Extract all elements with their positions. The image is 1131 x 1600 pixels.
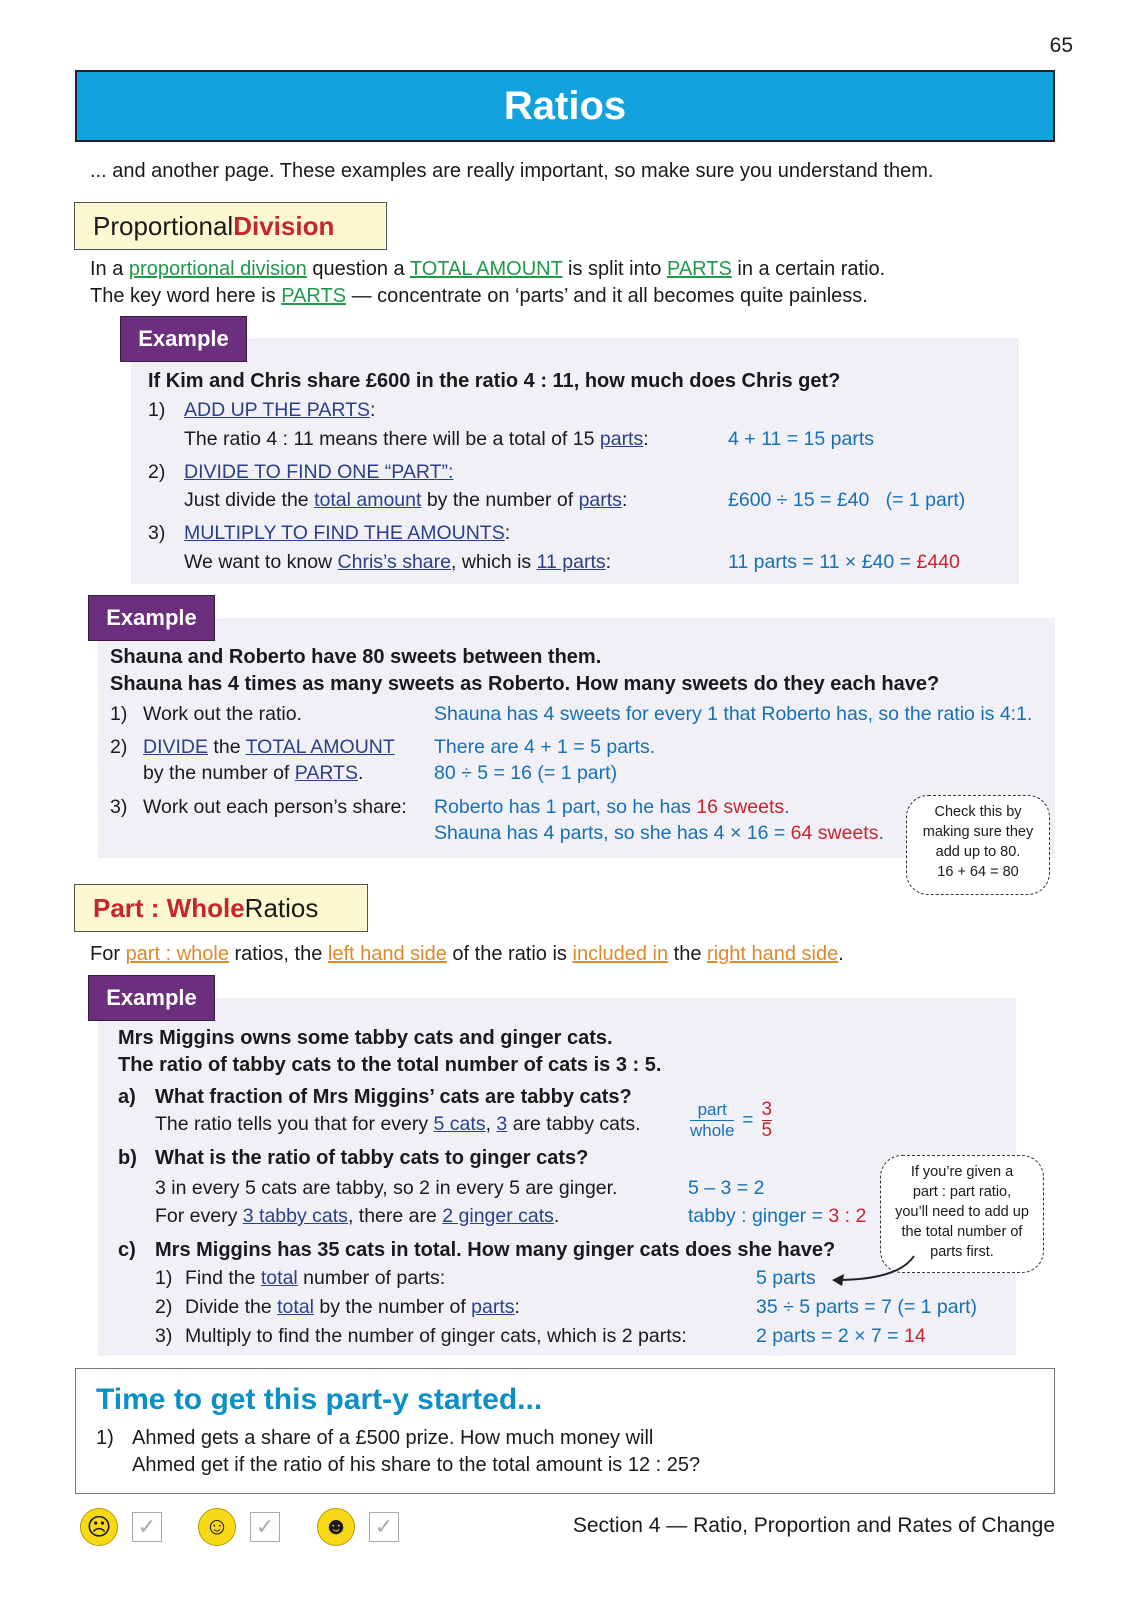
- denominator: 5: [761, 1120, 773, 1141]
- page-title: Ratios: [503, 83, 627, 128]
- text: — concentrate on ‘parts’ and it all becomes quite painless.: [346, 285, 868, 307]
- text: in a certain ratio.: [731, 258, 886, 280]
- keyword: part : whole: [125, 943, 229, 965]
- section-heading-part-whole: [74, 884, 368, 932]
- step-number: 1): [110, 703, 128, 725]
- keyword: left hand side: [327, 943, 447, 965]
- punct: .: [553, 1205, 560, 1227]
- keyword: 2 ginger cats: [442, 1205, 554, 1227]
- keyword: included in: [572, 943, 669, 965]
- answer: 3 : 2: [828, 1205, 867, 1227]
- part-letter: b): [118, 1147, 137, 1169]
- answer: £440: [916, 551, 960, 573]
- equals: =: [742, 1109, 754, 1131]
- keyword: parts: [471, 1296, 515, 1318]
- text: of the ratio is: [446, 943, 573, 965]
- punct: .: [784, 796, 790, 818]
- tip-line: making sure they: [922, 824, 1034, 840]
- text: For: [90, 943, 126, 965]
- text: The ratio 4 : 11 means there will be a total of 15: [184, 428, 600, 450]
- tip-line: 16 + 64 = 80: [937, 864, 1019, 880]
- question-number: 1): [96, 1427, 114, 1449]
- heading-text: Proportional: [93, 210, 234, 241]
- numerator: 3: [761, 1099, 773, 1120]
- checkbox-tick-icon[interactable]: ✓: [369, 1512, 399, 1542]
- example3-question-1: Mrs Miggins owns some tabby cats and ginger cats.: [118, 1027, 613, 1049]
- step-text: Work out each person’s share:: [143, 796, 407, 818]
- text: Shauna has 4 parts, so she has 4 × 16 =: [434, 822, 791, 844]
- step-text: [185, 1296, 520, 1319]
- text: For every: [155, 1205, 243, 1227]
- text: Just divide the: [184, 489, 315, 511]
- keyword: Chris’s share: [337, 551, 451, 573]
- heading-highlight: Part : Whole: [93, 892, 245, 923]
- working: 80 ÷ 5 = 16 (= 1 part): [434, 762, 618, 784]
- text: tabby : ginger =: [688, 1205, 829, 1227]
- text: Divide the: [185, 1296, 278, 1318]
- working: Shauna has 4 sweets for every 1 that Roberto has, so the ratio is 4:1.: [434, 703, 1033, 725]
- text: , which is: [450, 551, 537, 573]
- working: £600 ÷ 15 = £40 (= 1 part): [728, 489, 966, 511]
- step-heading: [184, 399, 375, 422]
- page-number: 65: [1049, 34, 1073, 57]
- working: [434, 822, 884, 845]
- working: 5 – 3 = 2: [688, 1177, 765, 1199]
- keyword: TOTAL AMOUNT: [245, 736, 395, 758]
- punct: :: [370, 399, 376, 421]
- punct: :: [504, 522, 511, 544]
- part-text: [155, 1205, 559, 1228]
- text: number of parts:: [297, 1267, 446, 1289]
- part-letter: c): [118, 1239, 136, 1261]
- part-question: What fraction of Mrs Miggins’ cats are tabby cats?: [155, 1086, 632, 1108]
- working: [756, 1325, 926, 1348]
- part-whole-fraction: [690, 1100, 734, 1141]
- text: In a: [90, 258, 129, 280]
- text: ratios, the: [228, 943, 328, 965]
- step-number: 1): [148, 399, 166, 421]
- tip-line: the total number of: [901, 1224, 1023, 1240]
- text: The key word here is: [90, 285, 282, 307]
- keyword: total: [260, 1267, 298, 1289]
- working: There are 4 + 1 = 5 parts.: [434, 736, 656, 758]
- keyword: PARTS: [294, 762, 358, 784]
- step-title: DIVIDE TO FIND ONE “PART”:: [184, 461, 454, 483]
- text: by the number of: [314, 1296, 472, 1318]
- part-question: Mrs Miggins has 35 cats in total. How many ginger cats does she have?: [155, 1239, 836, 1261]
- text: We want to know: [184, 551, 338, 573]
- working: [434, 796, 790, 819]
- practice-heading: Time to get this part-y started...: [96, 1383, 543, 1416]
- section-label: Section 4 — Ratio, Proportion and Rates of Change: [572, 1514, 1055, 1537]
- punct: .: [878, 822, 884, 844]
- keyword: parts: [578, 489, 622, 511]
- text: the: [208, 736, 246, 758]
- tip-line: parts first.: [930, 1244, 994, 1260]
- step-number: 2): [148, 461, 166, 483]
- punct: :: [621, 489, 628, 511]
- question-line-1: Ahmed gets a share of a £500 prize. How much money will: [132, 1427, 654, 1449]
- punct: :: [605, 551, 612, 573]
- text: Find the: [185, 1267, 261, 1289]
- denominator: whole: [690, 1121, 735, 1140]
- tip-bubble-check: [906, 795, 1050, 895]
- punct: .: [838, 943, 844, 965]
- answer: 16 sweets: [696, 796, 785, 818]
- checkbox-tick-icon[interactable]: ✓: [132, 1512, 162, 1542]
- text: is split into: [562, 258, 667, 280]
- numerator: part: [697, 1100, 727, 1119]
- step-text: [185, 1267, 445, 1290]
- example3-question-2: The ratio of tabby cats to the total number of cats is 3 : 5.: [118, 1054, 662, 1076]
- keyword: PARTS: [666, 258, 732, 280]
- tip-line: you’ll need to add up: [895, 1204, 1029, 1220]
- part-text: [155, 1113, 641, 1136]
- tip-line: If you’re given a: [910, 1164, 1014, 1180]
- checkbox-tick-icon[interactable]: ✓: [250, 1512, 280, 1542]
- working: [688, 1205, 866, 1228]
- keyword: right hand side: [707, 943, 839, 965]
- keyword: DIVIDE: [143, 736, 209, 758]
- pointer-arrow-icon: [828, 1252, 918, 1292]
- working: 5 parts: [756, 1267, 816, 1289]
- text: 11 parts = 11 × £40 =: [728, 551, 917, 573]
- heading-text: Ratios: [244, 892, 319, 923]
- step-number: 2): [110, 736, 128, 758]
- step-text: Multiply to find the number of ginger cats, which is 2 parts:: [185, 1325, 687, 1347]
- working: [728, 551, 960, 574]
- text: are tabby cats.: [507, 1113, 641, 1135]
- example2-question-1: Shauna and Roberto have 80 sweets between them.: [110, 646, 602, 668]
- fraction-working: [690, 1100, 772, 1141]
- heading-highlight: Division: [233, 210, 335, 241]
- happy-face-icon: ☻: [317, 1508, 355, 1546]
- text: , there are: [347, 1205, 443, 1227]
- punct: :: [514, 1296, 520, 1318]
- sad-face-icon: ☹: [80, 1508, 118, 1546]
- keyword: 3 tabby cats: [242, 1205, 348, 1227]
- punct: :: [643, 428, 649, 450]
- step-heading: [184, 461, 453, 484]
- answer-fraction: [762, 1100, 773, 1141]
- keyword: 5 cats: [433, 1113, 486, 1135]
- working: 35 ÷ 5 parts = 7 (= 1 part): [756, 1296, 977, 1318]
- text: 2 parts = 2 × 7 =: [756, 1325, 904, 1347]
- step-text: [143, 736, 395, 759]
- step-heading: [184, 522, 510, 545]
- step-text: Work out the ratio.: [143, 703, 302, 725]
- step-number: 2): [155, 1296, 173, 1318]
- section2-text: [90, 941, 1090, 968]
- keyword: total: [277, 1296, 314, 1318]
- text: the: [668, 943, 708, 965]
- practice-question-box: [75, 1368, 1055, 1494]
- keyword: 3: [496, 1113, 508, 1135]
- keyword: parts: [599, 428, 644, 450]
- example1-question: If Kim and Chris share £600 in the ratio 4 : 11, how much does Chris get?: [148, 370, 841, 392]
- example-tag: Example: [88, 975, 215, 1021]
- keyword: PARTS: [281, 285, 347, 307]
- keyword: total amount: [314, 489, 422, 511]
- keyword: TOTAL AMOUNT: [409, 258, 563, 280]
- step-text: [184, 551, 611, 574]
- title-bar: [75, 70, 1055, 142]
- text: Roberto has 1 part, so he has: [434, 796, 697, 818]
- working: 4 + 11 = 15 parts: [728, 428, 874, 450]
- part-text: 3 in every 5 cats are tabby, so 2 in every 5 are ginger.: [155, 1177, 618, 1199]
- step-title: ADD UP THE PARTS: [184, 399, 371, 421]
- text: question a: [306, 258, 410, 280]
- neutral-face-icon: ☺: [198, 1508, 236, 1546]
- text: by the number of: [143, 762, 295, 784]
- intro-text: ... and another page. These examples are really important, so make sure you understand them.: [90, 160, 934, 182]
- answer: 64 sweets: [790, 822, 879, 844]
- answer: 14: [903, 1325, 926, 1347]
- question-line-2: Ahmed get if the ratio of his share to the total amount is 12 : 25?: [132, 1454, 701, 1476]
- tip-line: Check this by: [934, 804, 1022, 820]
- section1-text: [90, 256, 1090, 310]
- section-heading-proportional-division: [74, 202, 387, 250]
- part-question: What is the ratio of tabby cats to ginger cats?: [155, 1147, 589, 1169]
- step-number: 3): [148, 522, 166, 544]
- text: by the number of: [421, 489, 579, 511]
- example2-question-2: Shauna has 4 times as many sweets as Roberto. How many sweets do they each have?: [110, 673, 940, 695]
- punct: .: [357, 762, 364, 784]
- tip-line: add up to 80.: [935, 844, 1021, 860]
- example-tag: Example: [88, 595, 215, 641]
- step-number: 3): [110, 796, 128, 818]
- example-tag: Example: [120, 316, 247, 362]
- step-number: 3): [155, 1325, 173, 1347]
- part-letter: a): [118, 1086, 136, 1108]
- text: The ratio tells you that for every: [155, 1113, 434, 1135]
- step-text: [184, 428, 649, 451]
- step-number: 1): [155, 1267, 173, 1289]
- keyword: proportional division: [128, 258, 307, 280]
- step-title: MULTIPLY TO FIND THE AMOUNTS: [184, 522, 505, 544]
- keyword: 11 parts: [536, 551, 606, 573]
- tip-line: part : part ratio,: [912, 1184, 1012, 1200]
- step-text: [184, 489, 627, 512]
- punct: ,: [485, 1113, 497, 1135]
- step-text: [143, 762, 363, 785]
